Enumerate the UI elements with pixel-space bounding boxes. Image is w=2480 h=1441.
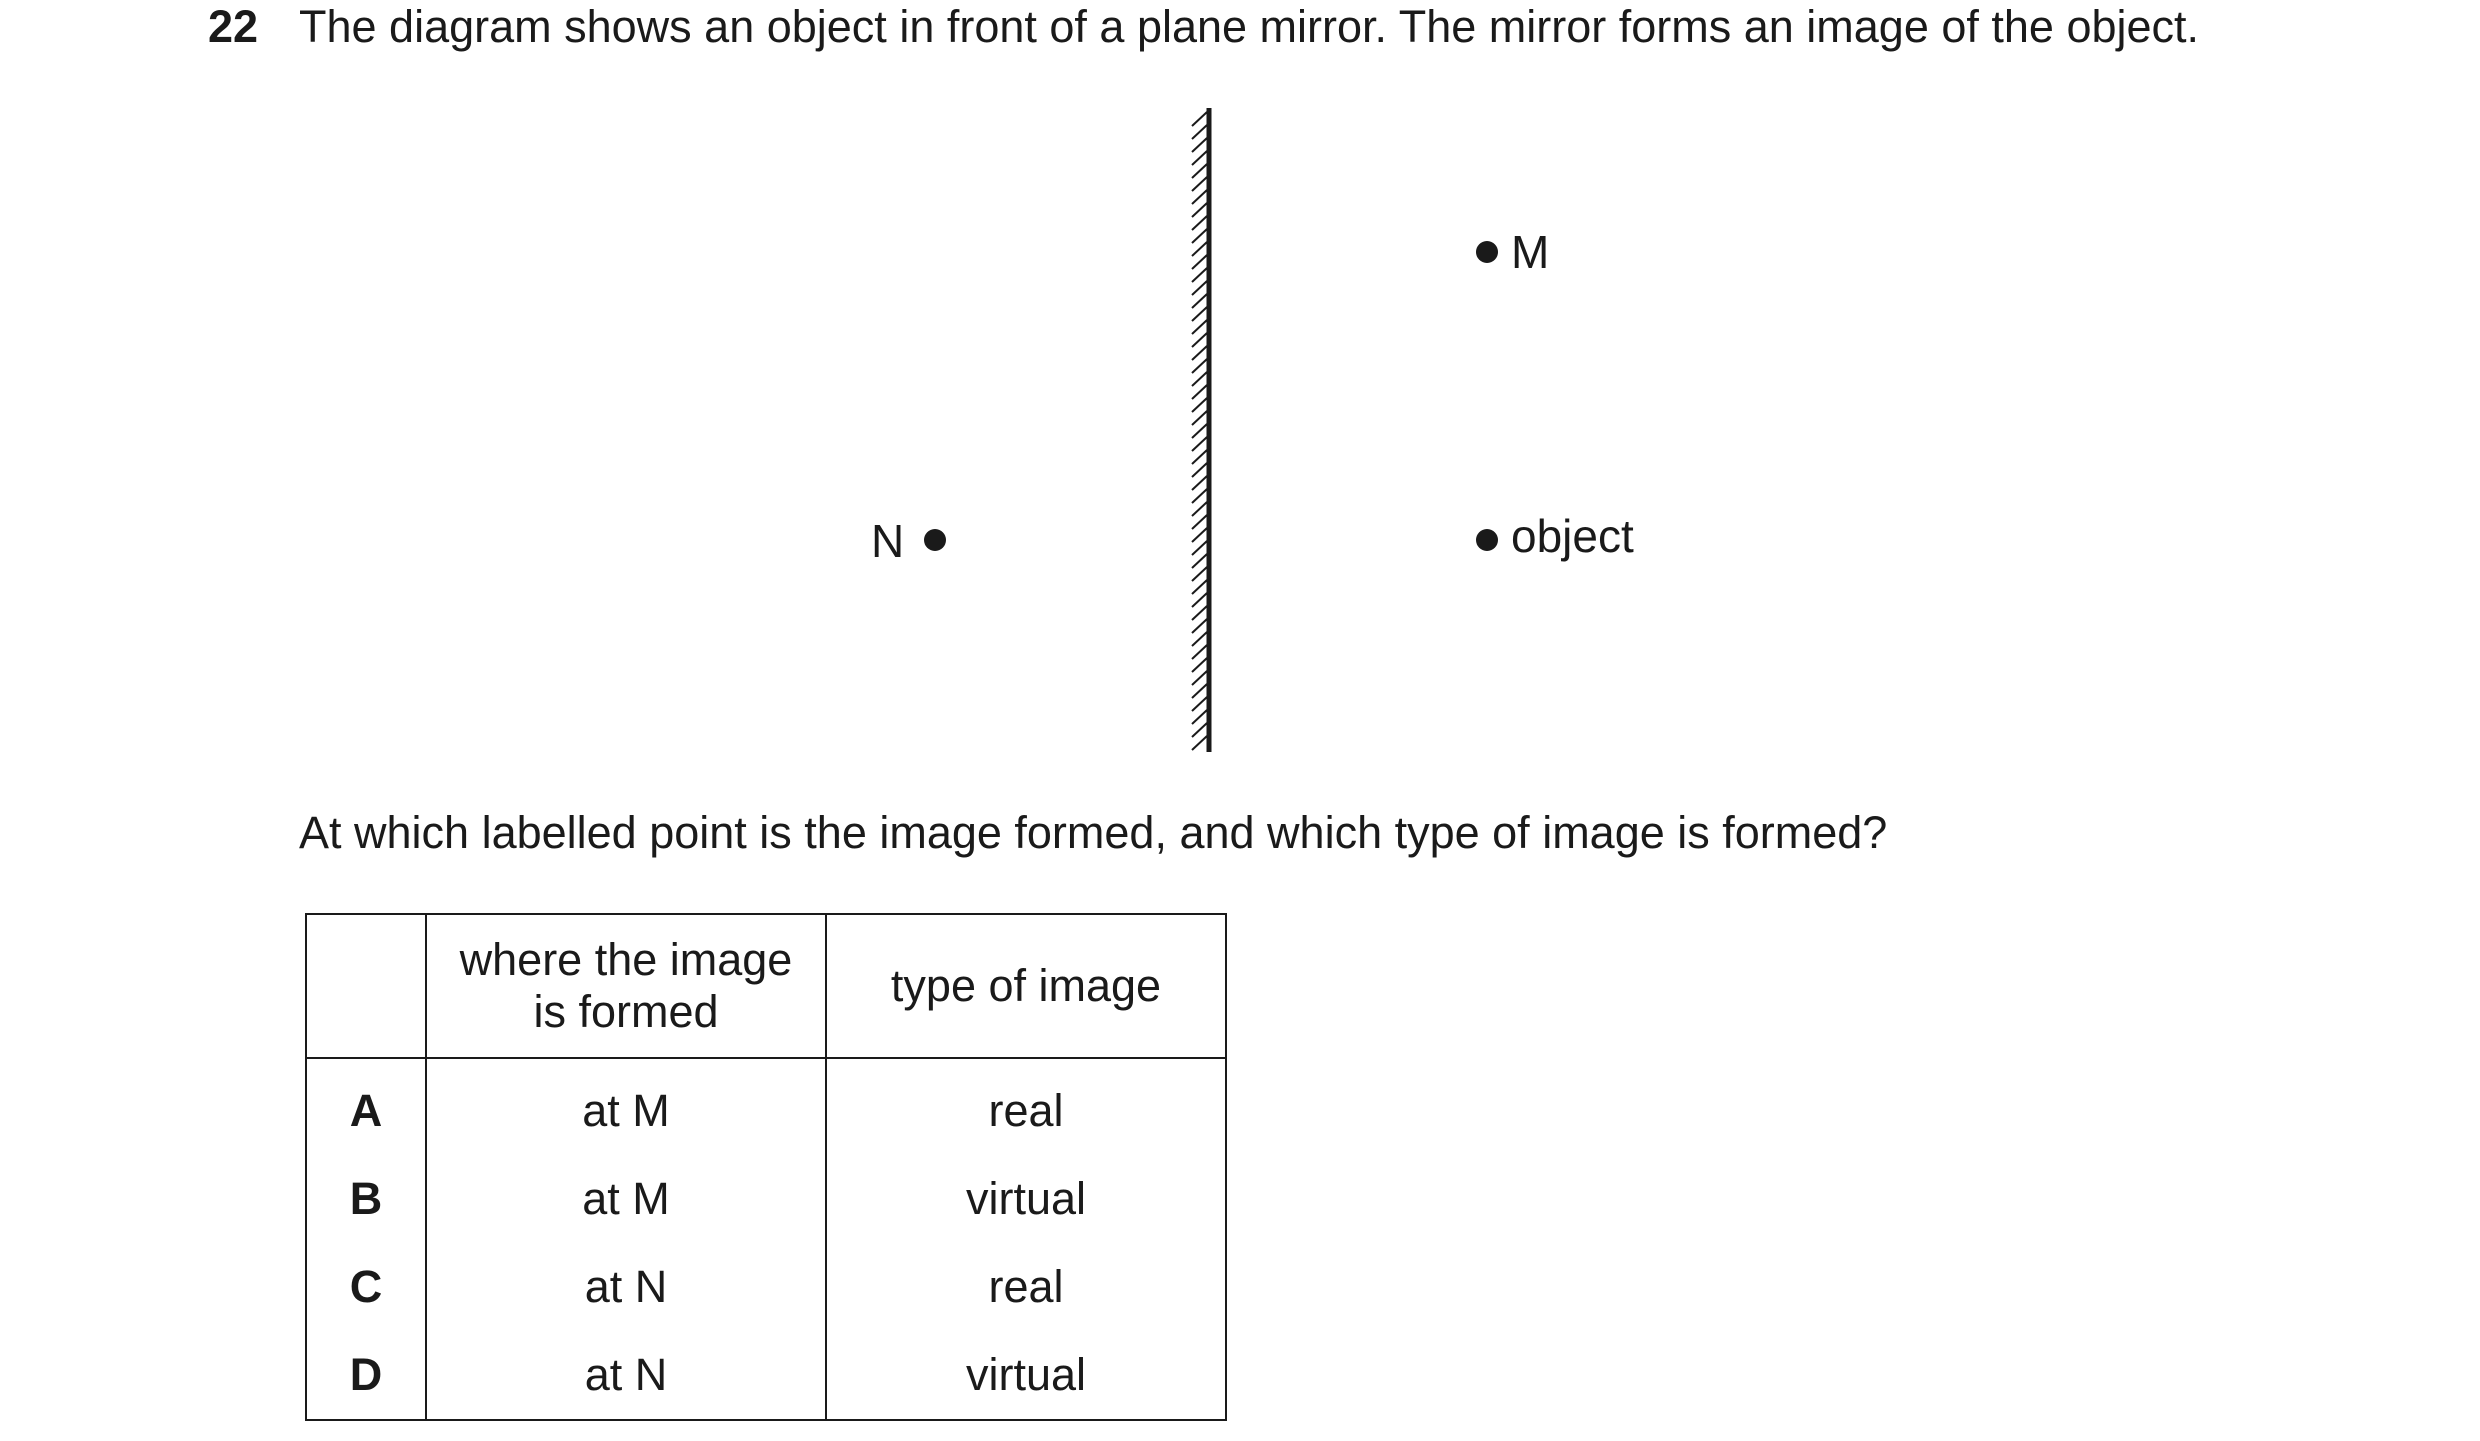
option-type: virtual xyxy=(826,1331,1226,1420)
table-row[interactable] xyxy=(306,1243,1226,1331)
hatch-mark xyxy=(1192,489,1207,503)
hatch-mark xyxy=(1192,164,1207,178)
hatch-mark xyxy=(1192,580,1207,594)
hatch-mark xyxy=(1192,177,1207,191)
hatch-mark xyxy=(1192,112,1207,126)
table-header-row xyxy=(306,914,1226,1058)
point-n-label: N xyxy=(871,515,905,567)
hatch-mark xyxy=(1192,229,1207,243)
hatch-mark xyxy=(1192,281,1207,295)
question-prompt: At which labelled point is the image formed, and which type of image is formed? xyxy=(299,807,1888,858)
hatch-mark xyxy=(1192,632,1207,646)
hatch-mark xyxy=(1192,138,1207,152)
hatch-mark xyxy=(1192,125,1207,139)
option-letter: A xyxy=(306,1058,426,1155)
question-number: 22 xyxy=(208,1,259,52)
hatch-mark xyxy=(1192,567,1207,581)
option-where: at N xyxy=(426,1331,826,1420)
hatch-mark xyxy=(1192,151,1207,165)
option-letter: B xyxy=(306,1155,426,1243)
hatch-mark xyxy=(1192,255,1207,269)
hatch-mark xyxy=(1192,320,1207,334)
option-letter: C xyxy=(306,1243,426,1331)
hatch-mark xyxy=(1192,710,1207,724)
hatch-mark xyxy=(1192,684,1207,698)
option-where: at M xyxy=(426,1155,826,1243)
hatch-mark xyxy=(1192,372,1207,386)
hatch-mark xyxy=(1192,554,1207,568)
hatch-mark xyxy=(1192,190,1207,204)
table-row[interactable] xyxy=(306,1058,1226,1155)
hatch-mark xyxy=(1192,697,1207,711)
hatch-mark xyxy=(1192,476,1207,490)
header-type-cell: type of image xyxy=(826,914,1226,1058)
point-n-dot xyxy=(924,529,946,551)
hatch-mark xyxy=(1192,502,1207,516)
object-label: object xyxy=(1511,510,1634,562)
header-where-cell xyxy=(426,914,826,1058)
point-m-dot xyxy=(1476,241,1498,263)
hatch-mark xyxy=(1192,606,1207,620)
hatch-mark xyxy=(1192,411,1207,425)
option-type: virtual xyxy=(826,1155,1226,1243)
hatch-mark xyxy=(1192,645,1207,659)
question-text: The diagram shows an object in front of a plane mirror. The mirror forms an image of the object. xyxy=(299,1,2200,52)
hatch-mark xyxy=(1192,528,1207,542)
table-row[interactable] xyxy=(306,1331,1226,1420)
option-type: real xyxy=(826,1058,1226,1155)
option-where: at M xyxy=(426,1058,826,1155)
header-where-line2: is formed xyxy=(533,986,719,1037)
hatch-mark xyxy=(1192,242,1207,256)
option-letter: D xyxy=(306,1331,426,1420)
hatch-mark xyxy=(1192,385,1207,399)
option-where: at N xyxy=(426,1243,826,1331)
hatch-mark xyxy=(1192,359,1207,373)
hatch-mark xyxy=(1192,307,1207,321)
option-type: real xyxy=(826,1243,1226,1331)
hatch-mark xyxy=(1192,398,1207,412)
hatch-mark xyxy=(1192,333,1207,347)
hatch-mark xyxy=(1192,463,1207,477)
hatch-mark xyxy=(1192,268,1207,282)
hatch-mark xyxy=(1192,294,1207,308)
hatch-mark xyxy=(1192,593,1207,607)
point-m-label: M xyxy=(1511,226,1550,278)
hatch-mark xyxy=(1192,671,1207,685)
header-option-cell xyxy=(306,914,426,1058)
hatch-mark xyxy=(1192,658,1207,672)
hatch-mark xyxy=(1192,723,1207,737)
hatch-mark xyxy=(1192,619,1207,633)
object-dot xyxy=(1476,529,1498,551)
hatch-mark xyxy=(1192,515,1207,529)
mirror-hatching xyxy=(1192,112,1207,750)
hatch-mark xyxy=(1192,736,1207,750)
hatch-mark xyxy=(1192,424,1207,438)
hatch-mark xyxy=(1192,541,1207,555)
answer-options-table xyxy=(305,913,1227,1421)
hatch-mark xyxy=(1192,216,1207,230)
hatch-mark xyxy=(1192,203,1207,217)
hatch-mark xyxy=(1192,346,1207,360)
hatch-mark xyxy=(1192,437,1207,451)
table-row[interactable] xyxy=(306,1155,1226,1243)
header-where-line1: where the image xyxy=(459,934,793,985)
hatch-mark xyxy=(1192,450,1207,464)
